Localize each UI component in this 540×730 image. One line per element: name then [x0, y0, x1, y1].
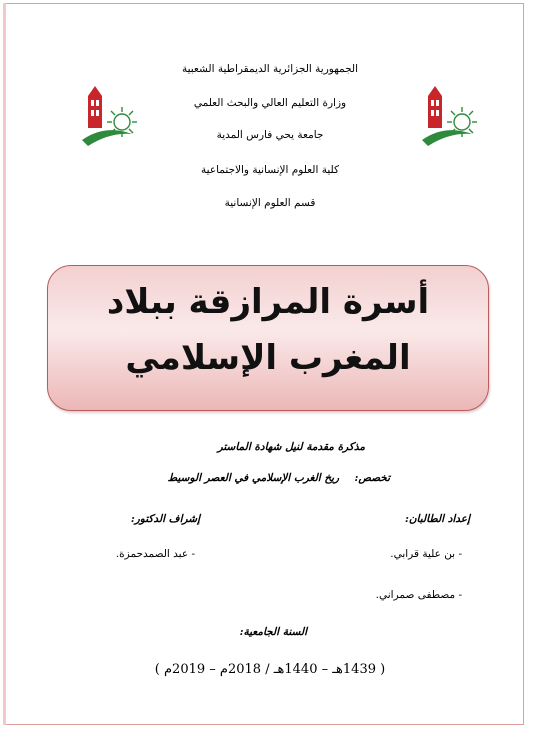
page-frame-left-edge — [3, 3, 6, 725]
university-logo-left — [80, 82, 140, 152]
specialty-label: تخصص: — [354, 472, 390, 484]
title-box — [47, 265, 489, 411]
title-line-1: أسرة المرازقة ببلاد — [106, 282, 430, 322]
academic-year-label: السنة الجامعية: — [239, 626, 307, 638]
faculty-name: كلية العلوم الإنسانية والاجتماعية — [201, 164, 339, 176]
university-logo-right — [420, 82, 480, 152]
students-label: إعداد الطالبان: — [404, 513, 470, 525]
ministry-name: وزارة التعليم العالي والبحث العلمي — [193, 97, 347, 109]
specialty-line — [168, 471, 390, 485]
specialty-value: ريخ الغرب الإسلامي في العصر الوسيط — [167, 472, 340, 484]
department-name: قسم العلوم الإنسانية — [224, 197, 316, 209]
supervisor-name: - عبد الصمدحمزة. — [115, 548, 195, 560]
memo-purpose: مذكرة مقدمة لنيل شهادة الماستر — [217, 441, 365, 453]
academic-year-value: ( 1439هـ – 1440هـ / 2018م – 2019م ) — [154, 662, 386, 677]
title-line-2: المغرب الإسلامي — [125, 338, 411, 378]
student-name-1: - بن علية قرابي. — [390, 548, 462, 560]
republic-name: الجمهورية الجزائرية الديمقراطية الشعبية — [181, 63, 359, 75]
student-name-2: - مصطفى صمراني. — [375, 589, 462, 601]
supervisor-label: إشراف الدكتور: — [130, 513, 200, 525]
university-name: جامعة يحي فارس المدية — [216, 129, 324, 141]
